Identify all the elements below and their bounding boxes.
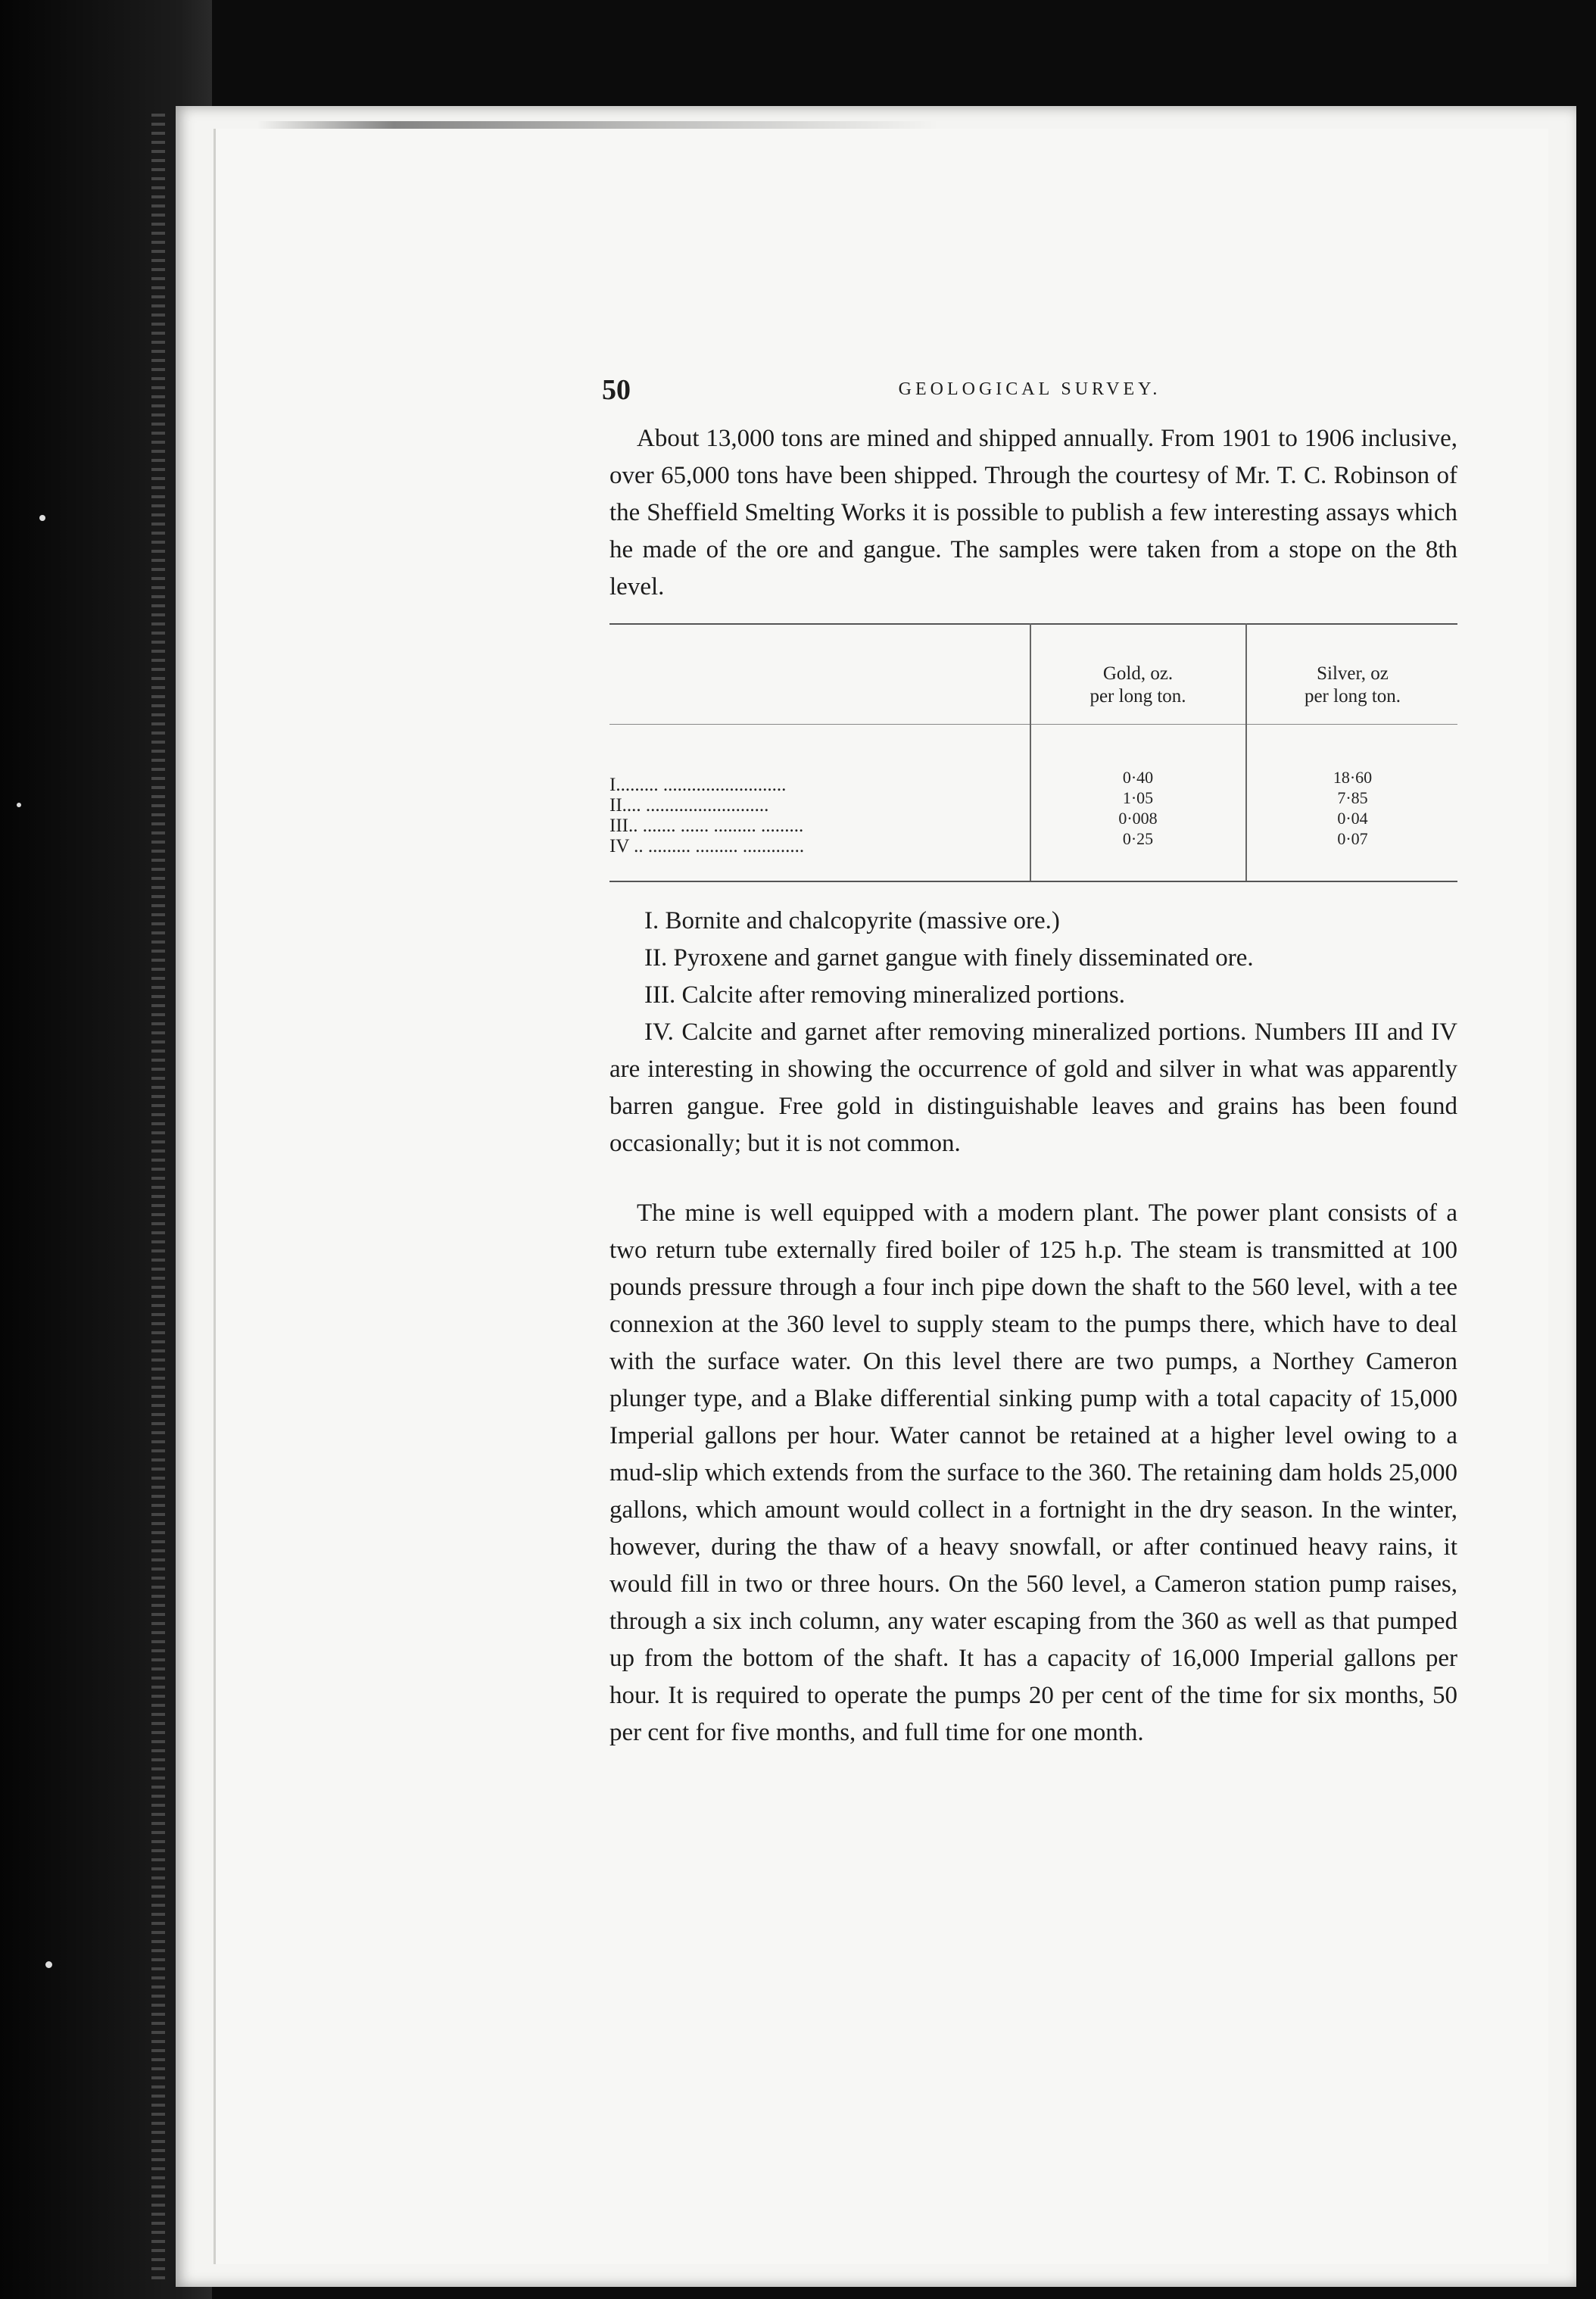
row-label: I......... .......................... (609, 775, 787, 795)
silver-value: 18·60 (1333, 768, 1373, 787)
column-header-silver: Silver, oz per long ton. (1304, 663, 1401, 707)
gold-value: 0·40 (1122, 768, 1154, 787)
row-label: III.. ....... ...... ......... ......... (609, 816, 804, 836)
gold-value: 0·008 (1118, 809, 1158, 828)
running-header (602, 373, 1457, 411)
scan-speck (45, 1961, 52, 1968)
paragraph-intro: About 13,000 tons are mined and shipped annually. From 1901 to 1906 inclusive, over 65,000 tons have been shipped. Through the courtesy of Mr. T. C. Robinson of the Sheffield Smelting Works it is possible to publish a few interesting assays which he made of the ore and gangue. The samples were taken from a stope on the 8th level. (609, 425, 1457, 600)
scan-streak (257, 121, 939, 129)
silver-value: 0·07 (1337, 829, 1368, 848)
sample-notes (609, 903, 1457, 1162)
silver-value: 0·04 (1337, 809, 1368, 828)
row-label: IV .. ......... ......... ............. (609, 836, 805, 856)
scan-speck (17, 803, 21, 807)
page-stack-edge (151, 114, 165, 2279)
table-column-divider (1245, 623, 1247, 881)
column-header-gold: Gold, oz. per long ton. (1089, 663, 1186, 707)
scan-speck (39, 515, 45, 521)
row-label: II.... .......................... (609, 795, 769, 816)
note-item: III. Calcite after removing mineralized portions. (644, 981, 1126, 1009)
table-header-rule (609, 724, 1457, 725)
note-item: IV. Calcite and garnet after removing mineralized portions. Numbers III and IV are interesting in showing the occurrence of gold and silver in what was apparently barren gangue. Free gold in distinguishable leaves and grains has been found occasionally; but it is not common. (609, 1018, 1457, 1157)
silver-value: 7·85 (1337, 788, 1368, 807)
table-column-divider (1030, 623, 1031, 881)
table-top-rule (609, 623, 1457, 625)
note-item: II. Pyroxene and garnet gangue with finely disseminated ore. (644, 944, 1254, 972)
gold-value: 1·05 (1122, 788, 1154, 807)
assay-table (609, 623, 1457, 882)
running-title: GEOLOGICAL SURVEY. (898, 379, 1161, 399)
table-bottom-rule (609, 881, 1457, 882)
page-number: 50 (602, 374, 631, 406)
gold-value: 0·25 (1122, 829, 1154, 848)
paragraph-plant: The mine is well equipped with a modern plant. The power plant consists of a two return tube externally fired boiler of 125 h.p. The steam is transmitted at 100 pounds pressure through a four inch pipe down the shaft to the 560 level, with a tee connexion at the 360 level to supply steam to the pumps there, which have to deal with the surface water. On this level there are two pumps, a Northey Cameron plunger type, and a Blake differential sinking pump with a total capacity of 15,000 Imperial gallons per hour. Water cannot be retained at a higher level owing to a mud-slip which extends from the surface to the 360. The retaining dam holds 25,000 gallons, which amount would collect in a fortnight in the dry season. In the winter, however, during the thaw of a heavy snowfall, or after continued heavy rains, it would fill in two or three hours. On the 560 level, a Cameron station pump raises, through a six inch column, any water escaping from the 360 as well as that pumped up from the bottom of the shaft. It has a capacity of 16,000 Imperial gallons per hour. It is required to operate the pumps 20 per cent of the time for six months, 50 per cent for five months, and full time for one month. (609, 1199, 1457, 1746)
note-item: I. Bornite and chalcopyrite (massive ore.) (644, 907, 1060, 934)
